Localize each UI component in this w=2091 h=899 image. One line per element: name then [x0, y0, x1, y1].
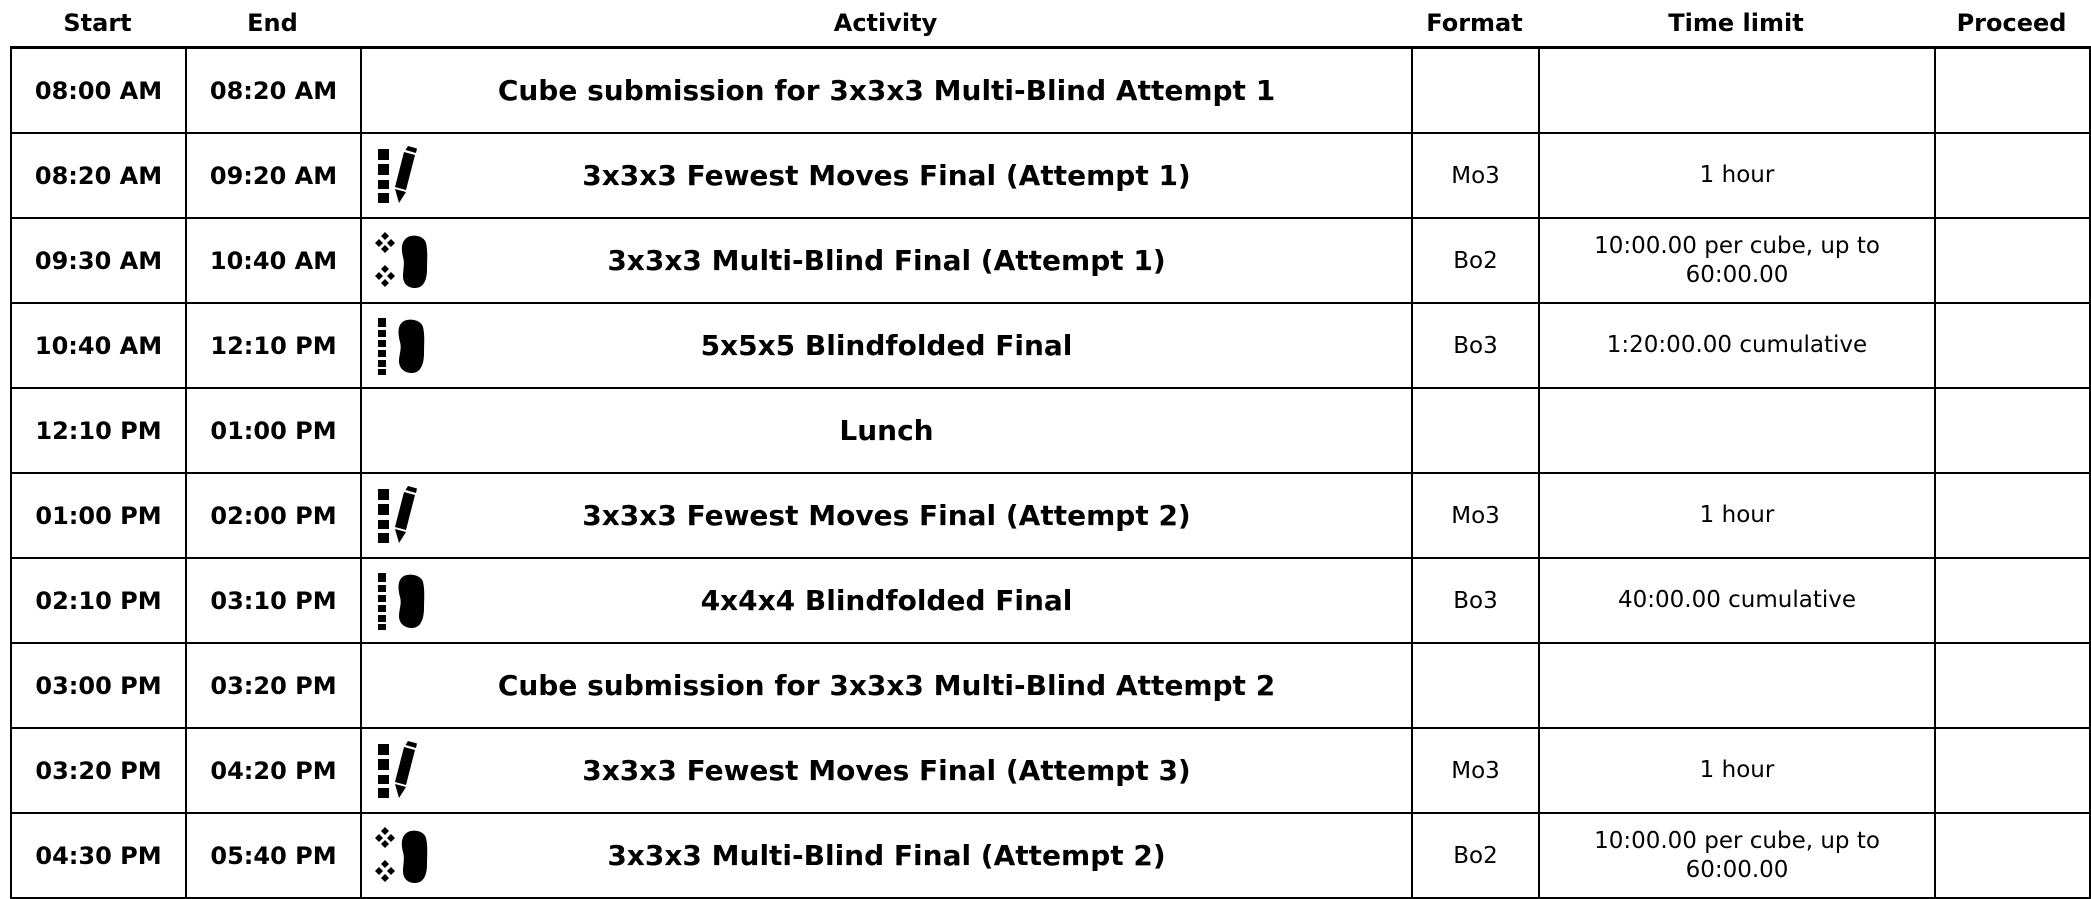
activity-name: 3x3x3 Fewest Moves Final (Attempt 1): [582, 159, 1191, 192]
proceed-cell[interactable]: [1936, 304, 2091, 387]
start-time-cell: 02:10 PM: [12, 559, 187, 642]
activity-cell: [362, 49, 1413, 132]
format-cell: Bo3: [1413, 304, 1540, 387]
proceed-cell[interactable]: [1936, 814, 2091, 897]
header-start: Start: [63, 8, 132, 37]
time-limit-cell: [1540, 49, 1936, 132]
time-limit-cell: [1540, 729, 1936, 812]
header-proceed: Proceed: [1956, 8, 2067, 37]
format-cell: Mo3: [1413, 474, 1540, 557]
end-time-cell: 10:40 AM: [187, 219, 362, 302]
table-row: [12, 49, 2091, 134]
activity-name: 3x3x3 Fewest Moves Final (Attempt 3): [582, 754, 1191, 787]
time-limit-text: 40:00.00 cumulative: [1617, 587, 1857, 613]
end-time-cell: 02:00 PM: [187, 474, 362, 557]
format-cell: [1413, 644, 1540, 727]
end-time-cell: 01:00 PM: [187, 389, 362, 472]
start-time-cell: 04:30 PM: [12, 814, 187, 897]
time-limit-cell: [1540, 559, 1936, 642]
table-row: [12, 134, 2091, 219]
table-row: [12, 474, 2091, 559]
format-cell: Mo3: [1413, 729, 1540, 812]
proceed-cell[interactable]: [1936, 644, 2091, 727]
start-time-cell: 01:00 PM: [12, 474, 187, 557]
start-time-cell: 09:30 AM: [12, 219, 187, 302]
time-limit-cell: [1540, 134, 1936, 217]
activity-cell: [362, 219, 1413, 302]
end-time-cell: 12:10 PM: [187, 304, 362, 387]
proceed-cell[interactable]: [1936, 729, 2091, 812]
end-time-cell: 09:20 AM: [187, 134, 362, 217]
end-time-cell: 08:20 AM: [187, 49, 362, 132]
activity-name: Cube submission for 3x3x3 Multi-Blind Attempt 2: [497, 669, 1276, 702]
activity-cell: [362, 389, 1413, 472]
start-time-cell: 12:10 PM: [12, 389, 187, 472]
time-limit-cell: [1540, 474, 1936, 557]
time-limit-cell: [1540, 304, 1936, 387]
proceed-cell[interactable]: [1936, 559, 2091, 642]
header-format: Format: [1426, 8, 1523, 37]
start-time-cell: 08:20 AM: [12, 134, 187, 217]
time-limit-cell: [1540, 219, 1936, 302]
fewest-moves-icon: [374, 146, 430, 206]
blindfolded-icon: [374, 571, 430, 631]
proceed-cell[interactable]: [1936, 474, 2091, 557]
activity-cell: [362, 644, 1413, 727]
time-limit-text: 1 hour: [1699, 502, 1775, 528]
end-time-cell: 04:20 PM: [187, 729, 362, 812]
time-limit-cell: [1540, 644, 1936, 727]
format-cell: [1413, 389, 1540, 472]
time-limit-cell: [1540, 389, 1936, 472]
end-time-cell: 05:40 PM: [187, 814, 362, 897]
start-time-cell: 03:00 PM: [12, 644, 187, 727]
table-row: [12, 389, 2091, 474]
activity-cell: [362, 134, 1413, 217]
header-activity: Activity: [833, 8, 938, 37]
table-row: [12, 219, 2091, 304]
end-time-cell: 03:10 PM: [187, 559, 362, 642]
start-time-cell: 03:20 PM: [12, 729, 187, 812]
end-time-cell: 03:20 PM: [187, 644, 362, 727]
table-body: [10, 46, 2091, 899]
activity-cell: [362, 814, 1413, 897]
fewest-moves-icon: [374, 741, 430, 801]
activity-cell: [362, 559, 1413, 642]
activity-cell: [362, 304, 1413, 387]
proceed-cell[interactable]: [1936, 134, 2091, 217]
format-cell: Mo3: [1413, 134, 1540, 217]
proceed-cell[interactable]: [1936, 389, 2091, 472]
blindfolded-icon: [374, 316, 430, 376]
activity-name: 3x3x3 Multi-Blind Final (Attempt 1): [607, 244, 1166, 277]
table-row: [12, 304, 2091, 389]
time-limit-cell: [1540, 814, 1936, 897]
activity-cell: [362, 729, 1413, 812]
header-time-limit: Time limit: [1668, 8, 1804, 37]
proceed-cell[interactable]: [1936, 219, 2091, 302]
proceed-cell[interactable]: [1936, 49, 2091, 132]
table-row: [12, 644, 2091, 729]
activity-name: Lunch: [839, 414, 934, 447]
multi-blind-icon: [374, 231, 430, 291]
format-cell: [1413, 49, 1540, 132]
activity-name: 5x5x5 Blindfolded Final: [700, 329, 1073, 362]
format-cell: Bo2: [1413, 219, 1540, 302]
table-row: [12, 729, 2091, 814]
time-limit-text: 1 hour: [1699, 757, 1775, 783]
time-limit-text: 10:00.00 per cube, up to 60:00.00: [1594, 827, 1880, 883]
activity-name: Cube submission for 3x3x3 Multi-Blind Attempt 1: [497, 74, 1276, 107]
activity-cell: [362, 474, 1413, 557]
activity-name: 3x3x3 Multi-Blind Final (Attempt 2): [607, 839, 1166, 872]
table-row: [12, 559, 2091, 644]
start-time-cell: 10:40 AM: [12, 304, 187, 387]
table-row: [12, 814, 2091, 899]
time-limit-text: 1 hour: [1699, 162, 1775, 188]
format-cell: Bo3: [1413, 559, 1540, 642]
start-time-cell: 08:00 AM: [12, 49, 187, 132]
time-limit-text: 1:20:00.00 cumulative: [1606, 332, 1868, 358]
fewest-moves-icon: [374, 486, 430, 546]
header-end: End: [247, 8, 298, 37]
time-limit-text: 10:00.00 per cube, up to 60:00.00: [1594, 232, 1880, 288]
format-cell: Bo2: [1413, 814, 1540, 897]
multi-blind-icon: [374, 826, 430, 886]
activity-name: 3x3x3 Fewest Moves Final (Attempt 2): [582, 499, 1191, 532]
activity-name: 4x4x4 Blindfolded Final: [700, 584, 1073, 617]
